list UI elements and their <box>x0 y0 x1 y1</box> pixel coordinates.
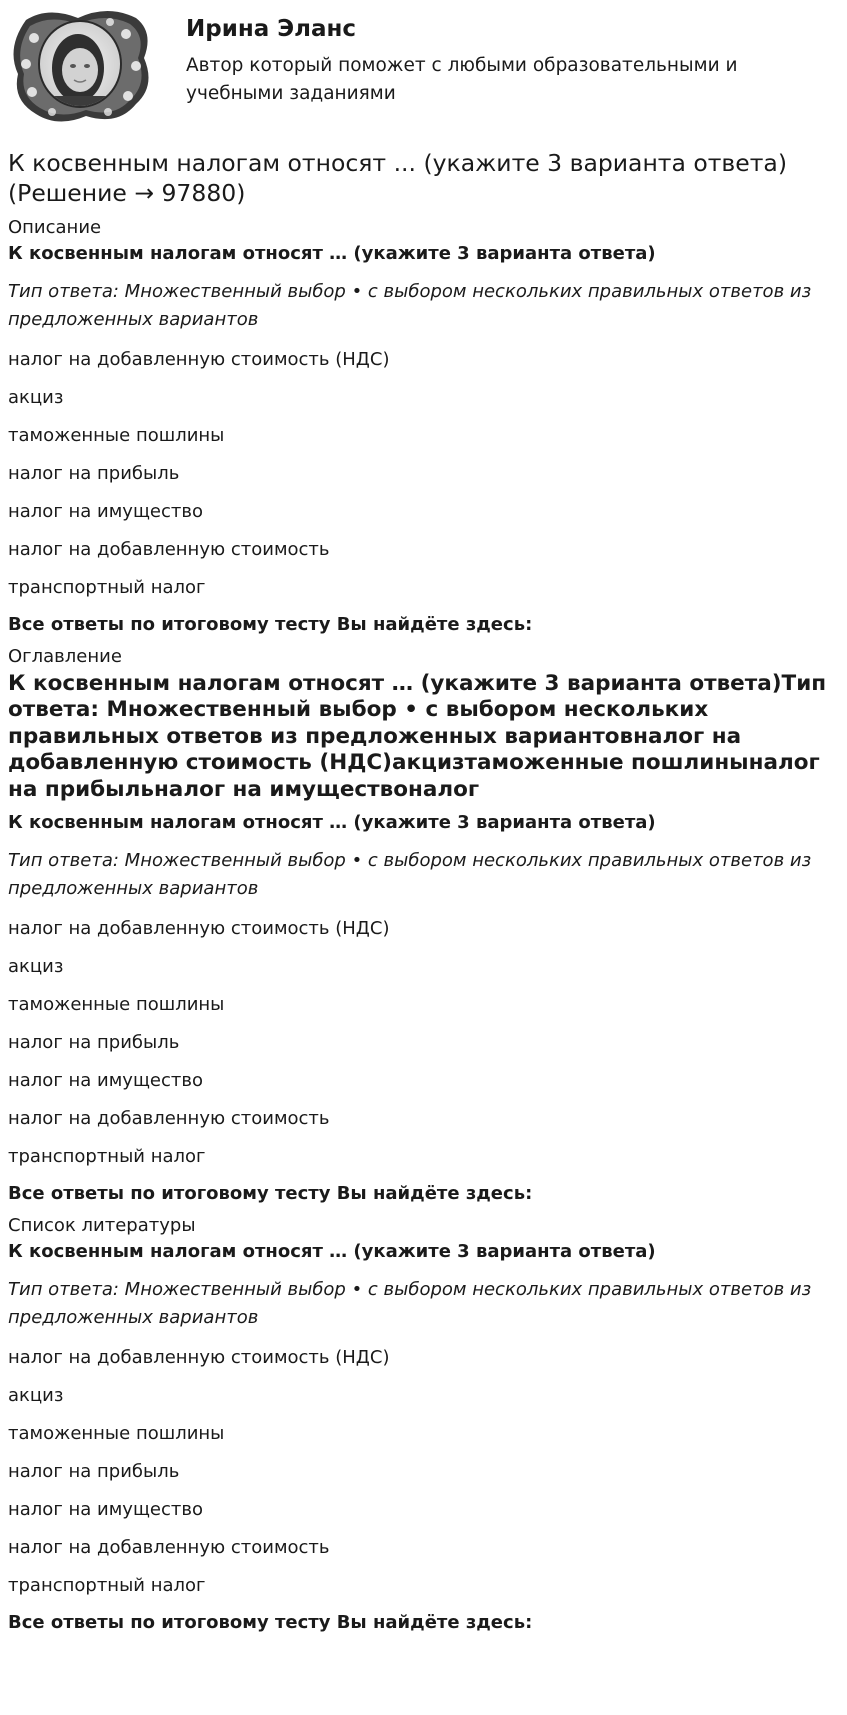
author-name: Ирина Эланс <box>186 16 357 42</box>
all-answers-link[interactable]: Все ответы по итоговому тесту Вы найдёте здесь: <box>8 614 533 635</box>
author-description: Автор который поможет с любыми образовательными и учебными заданиями <box>186 55 738 104</box>
option-item: акциз <box>8 956 64 978</box>
option-item: налог на имущество <box>8 501 203 522</box>
option-item: таможенные пошлины <box>8 1423 225 1445</box>
option-item: транспортный налог <box>8 1146 206 1168</box>
all-answers-link[interactable]: Все ответы по итоговому тесту Вы найдёте здесь: <box>8 1183 533 1205</box>
answer-type: Тип ответа: Множественный выбор • с выбором нескольких правильных ответов из предложенных вариантов <box>8 1279 812 1329</box>
toc-heading: К косвенным налогам относят … (укажите 3 варианта ответа)Тип ответа: Множественный выбор • с выбором нескольких правильных ответов из предложенных вариантовналог на добавленную стоимость (НДС)акцизтаможенные пошлиныналог на прибыльналог на имуществоналог <box>8 671 827 802</box>
option-item: таможенные пошлины <box>8 994 225 1016</box>
section-toc <box>8 645 838 1206</box>
option-item: налог на добавленную стоимость <box>8 1108 330 1130</box>
options-list <box>8 1346 838 1598</box>
option-item: налог на добавленную стоимость <box>8 1537 330 1559</box>
option-item: транспортный налог <box>8 577 206 598</box>
option-item: налог на прибыль <box>8 463 180 484</box>
page-title: К косвенным налогам относят ... (укажите 3 варианта ответа) (Решение → 97880) <box>8 149 787 207</box>
author-avatar <box>8 8 152 126</box>
options-list <box>8 348 838 600</box>
option-item: таможенные пошлины <box>8 425 225 446</box>
section-label: Описание <box>8 217 102 238</box>
option-item: налог на добавленную стоимость (НДС) <box>8 349 390 370</box>
all-answers-link[interactable]: Все ответы по итоговому тесту Вы найдёте здесь: <box>8 1612 533 1634</box>
answer-type: Тип ответа: Множественный выбор • с выбором нескольких правильных ответов из предложенных вариантов <box>8 281 812 330</box>
main-content <box>8 148 838 1635</box>
question-title: К косвенным налогам относят … (укажите 3 варианта ответа) <box>8 1241 656 1263</box>
question-title: К косвенным налогам относят … (укажите 3 варианта ответа) <box>8 812 656 834</box>
section-bibliography <box>8 1214 838 1635</box>
answer-type: Тип ответа: Множественный выбор • с выбором нескольких правильных ответов из предложенных вариантов <box>8 850 812 900</box>
option-item: акциз <box>8 1385 64 1407</box>
section-label: Оглавление <box>8 646 122 667</box>
author-header <box>8 8 838 128</box>
question-title: К косвенным налогам относят … (укажите 3 варианта ответа) <box>8 243 656 264</box>
option-item: транспортный налог <box>8 1575 206 1597</box>
section-description <box>8 216 838 637</box>
options-list <box>8 917 838 1169</box>
option-item: налог на добавленную стоимость <box>8 539 330 560</box>
section-label: Список литературы <box>8 1215 196 1237</box>
option-item: налог на имущество <box>8 1070 203 1092</box>
option-item: налог на добавленную стоимость (НДС) <box>8 1347 390 1369</box>
option-item: налог на имущество <box>8 1499 203 1521</box>
option-item: акциз <box>8 387 64 408</box>
option-item: налог на добавленную стоимость (НДС) <box>8 918 390 940</box>
option-item: налог на прибыль <box>8 1032 180 1054</box>
option-item: налог на прибыль <box>8 1461 180 1483</box>
